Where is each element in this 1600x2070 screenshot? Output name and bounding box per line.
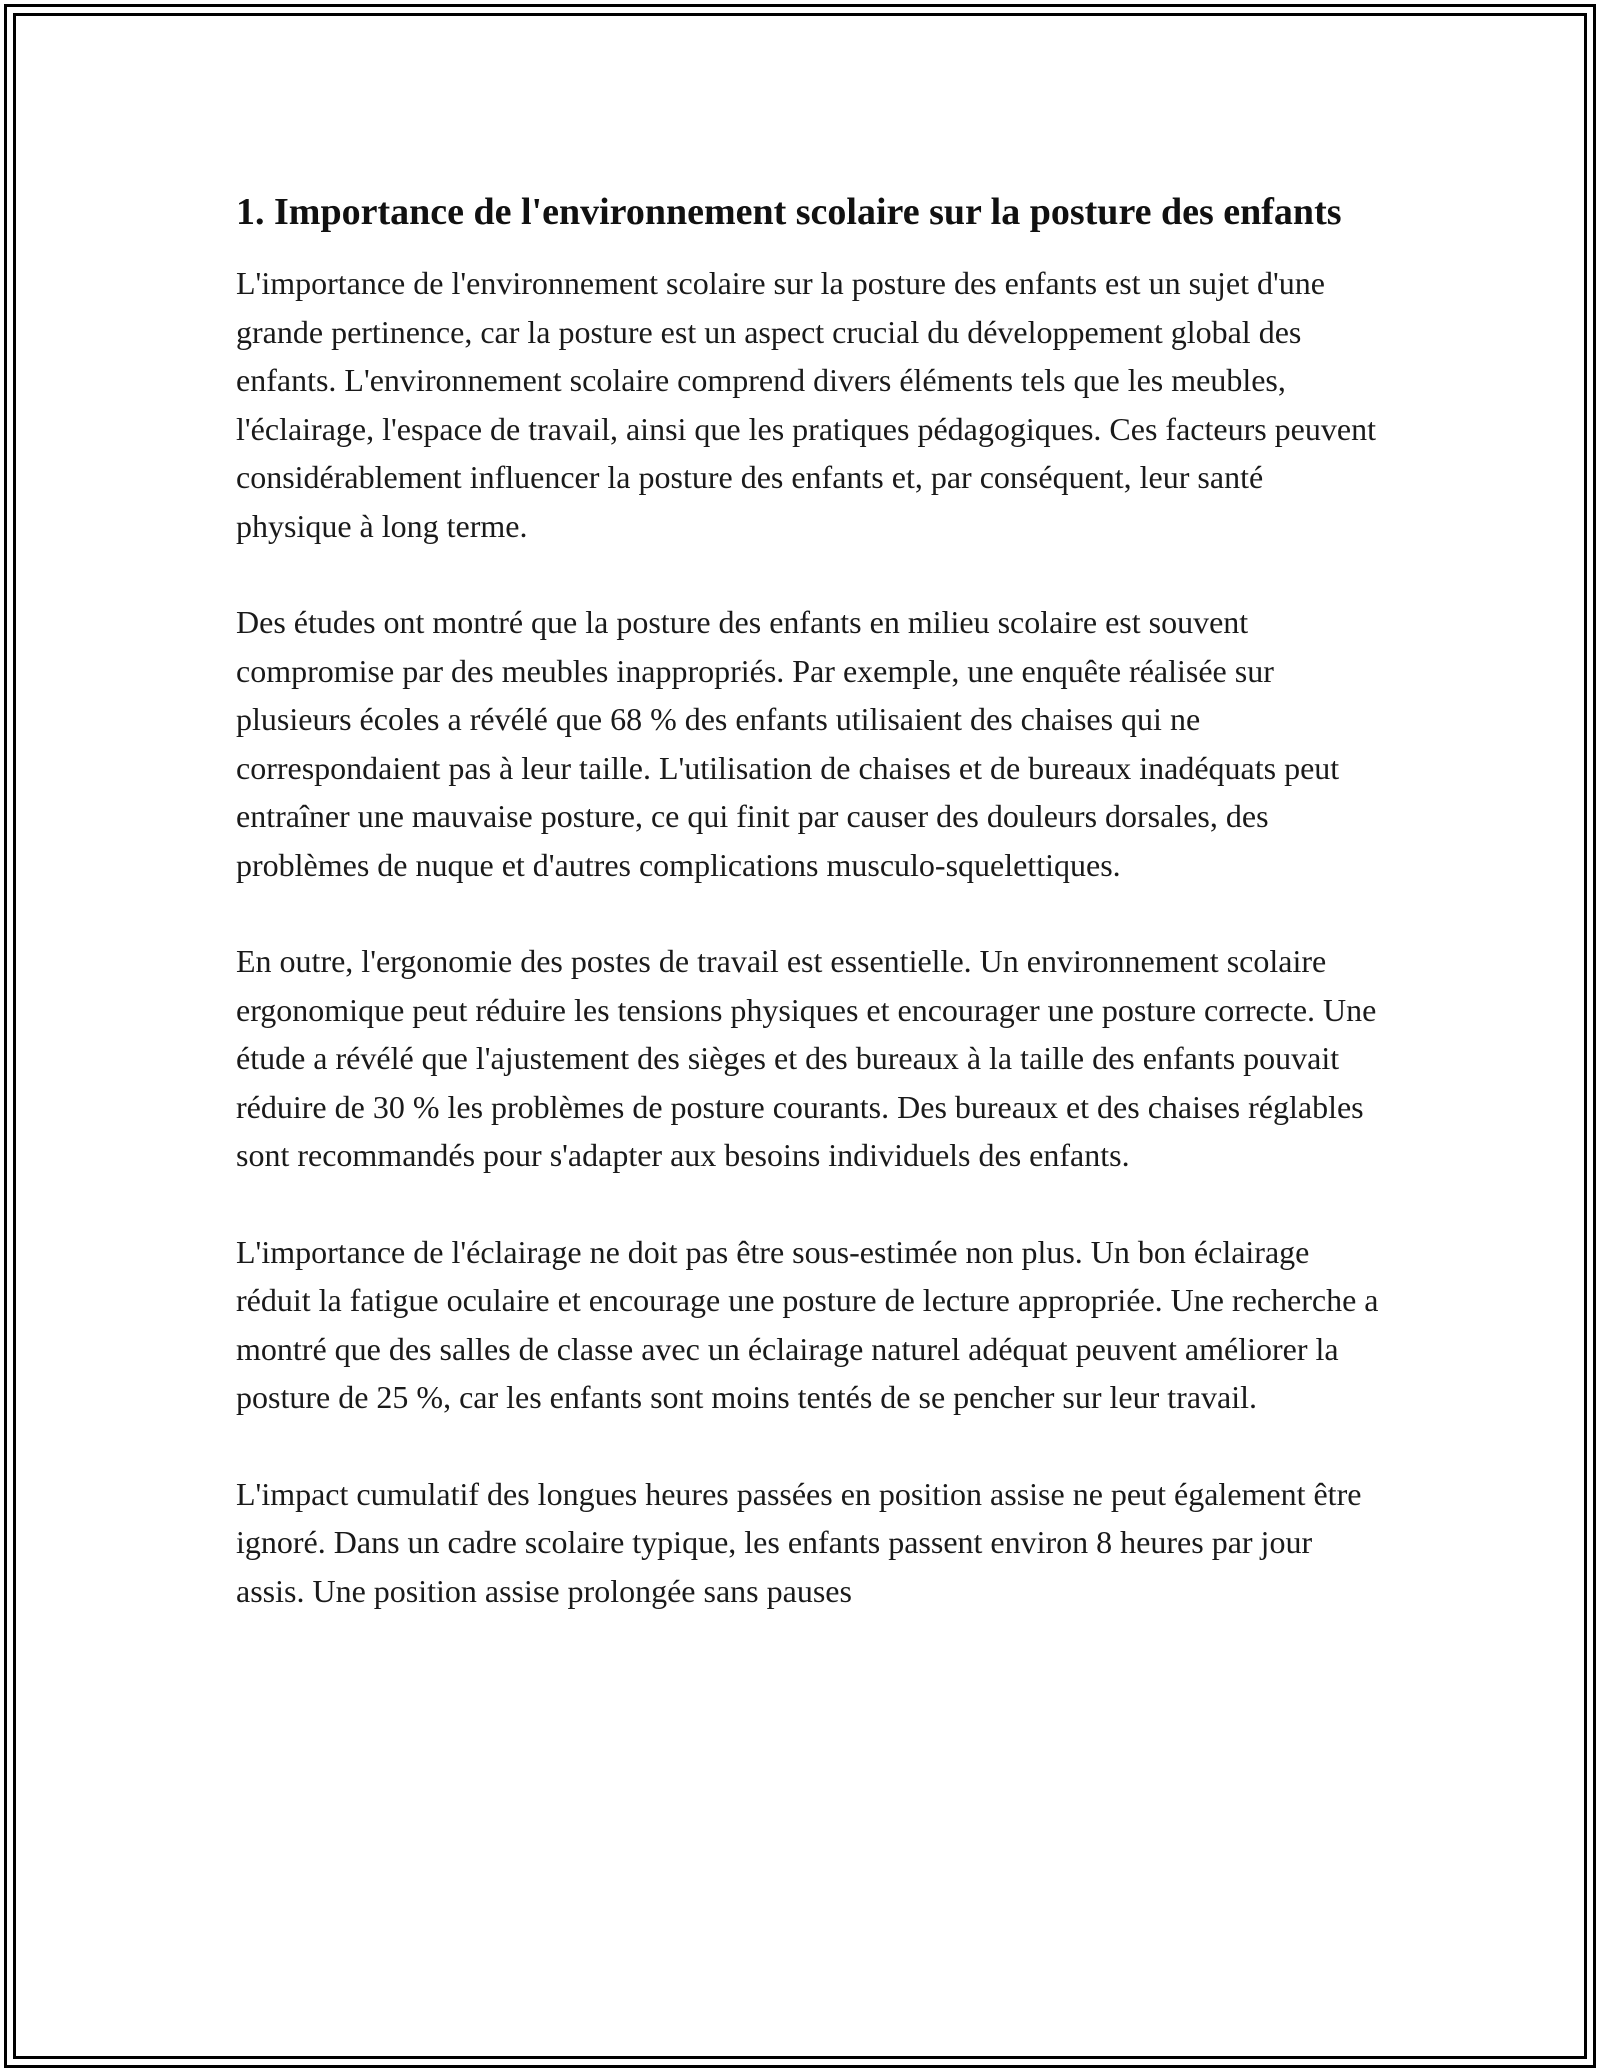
document-body xyxy=(236,185,1386,1615)
paragraph-2: Des études ont montré que la posture des enfants en milieu scolaire est souvent compromise par des meubles inappropriés. Par exemple, une enquête réalisée sur plusieurs écoles a révélé que 68 % des enfants utilisaient des chaises qui ne correspondaient pas à leur taille. L'utilisation de chaises et de bureaux inadéquats peut entraîner une mauvaise posture, ce qui finit par causer des douleurs dorsales, des problèmes de nuque et d'autres complications musculo-squelettiques. xyxy=(236,604,1340,883)
section-heading: 1. Importance de l'environnement scolaire sur la posture des enfants xyxy=(236,191,1342,233)
paragraph-4: L'importance de l'éclairage ne doit pas être sous-estimée non plus. Un bon éclairage réduit la fatigue oculaire et encourage une posture de lecture appropriée. Une recherche a montré que des salles de classe avec un éclairage naturel adéquat peuvent améliorer la posture de 25 %, car les enfants sont moins tentés de se pencher sur leur travail. xyxy=(236,1233,1379,1415)
paragraph-5: L'impact cumulatif des longues heures passées en position assise ne peut également être ignoré. Dans un cadre scolaire typique, les enfants passent environ 8 heures par jour assis. Une position assise prolongée sans pauses xyxy=(236,1475,1362,1609)
paragraph-3: En outre, l'ergonomie des postes de travail est essentielle. Un environnement scolaire ergonomique peut réduire les tensions physiques et encourager une posture correcte. Une étude a révélé que l'ajustement des sièges et des bureaux à la taille des enfants pouvait réduire de 30 % les problèmes de posture courants. Des bureaux et des chaises réglables sont recommandés pour s'adapter aux besoins individuels des enfants. xyxy=(236,943,1377,1173)
paragraph-1: L'importance de l'environnement scolaire sur la posture des enfants est un sujet d'une grande pertinence, car la posture est un aspect crucial du développement global des enfants. L'environnement scolaire comprend divers éléments tels que les meubles, l'éclairage, l'espace de travail, ainsi que les pratiques pédagogiques. Ces facteurs peuvent considérablement influencer la posture des enfants et, par conséquent, leur santé physique à long terme. xyxy=(236,265,1376,544)
